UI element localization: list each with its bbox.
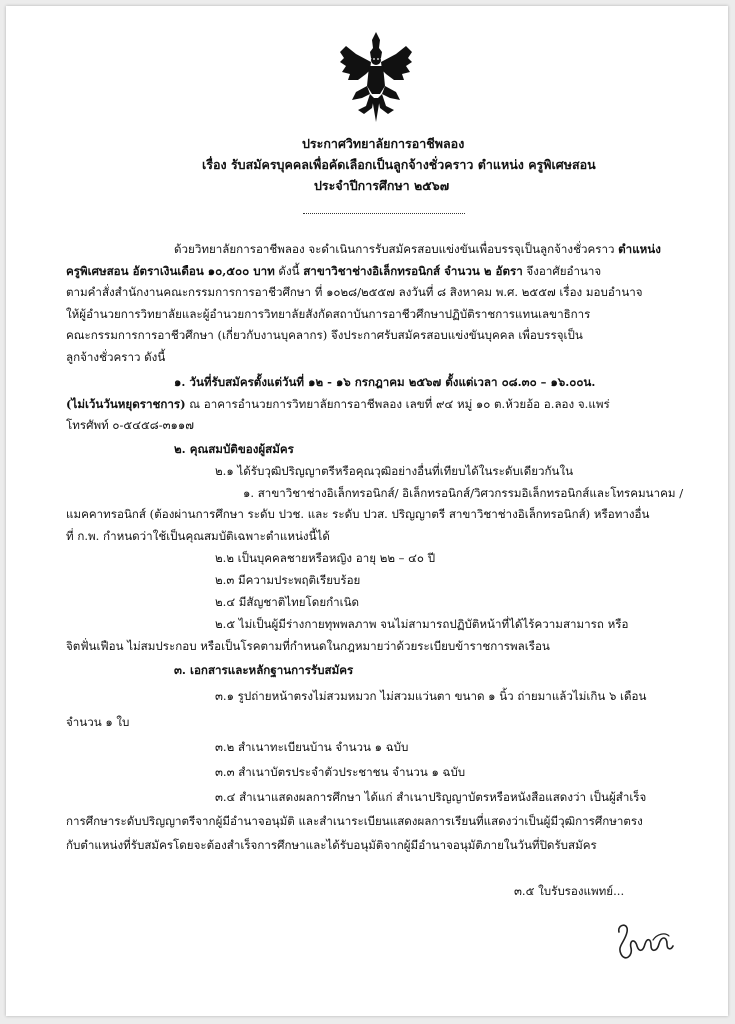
announcement-year: ประจำปีการศึกษา ๒๕๖๗	[314, 178, 450, 193]
intro-line-4: ให้ผู้อำนวยการวิทยาลัยและผู้อำนวยการวิทยาลัยสังกัดสถาบันการอาชีวศึกษาปฏิบัติราชการแทนเลขาธิการ	[66, 307, 591, 321]
item-2-1-a: ๑. สาขาวิชาช่างอิเล็กทรอนิกส์/ อิเล็กทรอนิกส์/วิศวกรรมอิเล็กทรอนิกส์และโทรคมนาคม /	[243, 486, 684, 500]
header-divider	[303, 213, 465, 214]
section-3-heading: ๓. เอกสารและหลักฐานการรับสมัคร	[174, 663, 354, 677]
item-2-4: ๒.๔ มีสัญชาติไทยโดยกำเนิด	[215, 595, 360, 609]
item-3-3: ๓.๓ สำเนาบัตรประจำตัวประชาชน จำนวน ๑ ฉบับ	[215, 765, 466, 779]
item-2-2: ๒.๒ เป็นบุคคลชายหรือหญิง อายุ ๒๒ – ๔๐ ปี	[215, 551, 436, 565]
continued-marker: ๓.๕ ใบรับรองแพทย์...	[514, 884, 625, 898]
item-2-1-b: แมคคาทรอนิกส์ (ต้องผ่านการศึกษา ระดับ ปวช. และ ระดับ ปวส. ปริญญาตรี สาขาวิชาช่างอิเล็กทรอนิกส์) หรือทางอื่น	[66, 507, 650, 521]
item-3-4-c: กับตำแหน่งที่รับสมัครโดยจะต้องสำเร็จการศึกษาและได้รับอนุมัติจากผู้มีอำนาจอนุมัติภายในวันที่ปิดรับสมัคร	[66, 838, 597, 852]
item-3-4-b: การศึกษาระดับปริญญาตรีจากผู้มีอำนาจอนุมัติ และสำเนาระเบียนแสดงผลการเรียนที่แสดงว่าเป็นผู้มีวุฒิการศึกษาตรง	[66, 814, 643, 828]
announcement-title: ประกาศวิทยาลัยการอาชีพลอง	[302, 136, 465, 151]
section-1-line-3: โทรศัพท์ ๐-๕๔๕๘-๓๑๑๗	[66, 418, 194, 432]
garuda-emblem	[336, 28, 416, 128]
item-2-1: ๒.๑ ได้รับวุฒิปริญญาตรีหรือคุณวุฒิอย่างอื่นที่เทียบได้ในระดับเดียวกันใน	[215, 464, 574, 478]
intro-line-3: ตามคำสั่งสำนักงานคณะกรรมการการอาชีวศึกษา ที่ ๑๐๒๘/๒๕๕๗ ลงวันที่ ๘ สิงหาคม พ.ศ. ๒๕๕๗ เรื่อง มอบอำนาจ	[66, 285, 643, 299]
item-3-4-a: ๓.๔ สำเนาแสดงผลการศึกษา ได้แก่ สำเนาปริญญาบัตรหรือหนังสือแสดงว่า เป็นผู้สำเร็จ	[215, 790, 647, 804]
intro-line-2: ครูพิเศษสอน อัตราเงินเดือน ๑๐,๕๐๐ บาท ดังนี้ สาขาวิชาช่างอิเล็กทรอนิกส์ จำนวน ๒ อัตรา จึงอาศัยอำนาจ	[66, 264, 602, 278]
item-3-1-a: ๓.๑ รูปถ่ายหน้าตรงไม่สวมหมวก ไม่สวมแว่นตา ขนาด ๑ นิ้ว ถ่ายมาแล้วไม่เกิน ๖ เดือน	[215, 689, 647, 703]
item-2-5-a: ๒.๕ ไม่เป็นผู้มีร่างกายทุพพลภาพ จนไม่สามารถปฏิบัติหน้าที่ได้ไร้ความสามารถ หรือ	[215, 617, 629, 631]
section-1-line-2: (ไม่เว้นวันหยุดราชการ) ณ อาคารอำนวยการวิทยาลัยการอาชีพลอง เลขที่ ๙๔ หมู่ ๑๐ ต.ห้วยอ้อ อ.ลอง จ.แพร่	[66, 397, 610, 411]
intro-line-5: คณะกรรมการการอาชีวศึกษา (เกี่ยวกับงานบุคลากร) จึงประกาศรับสมัครสอบแข่งขันบุคคล เพื่อบรรจุเป็น	[66, 328, 583, 342]
section-1-line-1: ๑. วันที่รับสมัครตั้งแต่วันที่ ๑๒ - ๑๖ กรกฎาคม ๒๕๖๗ ตั้งแต่เวลา ๐๘.๓๐ – ๑๖.๐๐น.	[174, 375, 596, 389]
item-2-1-c: ที่ ก.พ. กำหนดว่าใช้เป็นคุณสมบัติเฉพาะตำแหน่งนี้ได้	[66, 529, 330, 543]
document-page	[6, 6, 728, 1016]
intro-line-1: ด้วยวิทยาลัยการอาชีพลอง จะดำเนินการรับสมัครสอบแข่งขันเพื่อบรรจุเป็นลูกจ้างชั่วคราว ตำแหน่ง	[174, 242, 661, 256]
item-3-1-b: จำนวน ๑ ใบ	[66, 715, 130, 729]
intro-line-6: ลูกจ้างชั่วคราว ดังนี้	[66, 350, 166, 364]
signature	[613, 918, 675, 966]
announcement-subject: เรื่อง รับสมัครบุคคลเพื่อคัดเลือกเป็นลูกจ้างชั่วคราว ตำแหน่ง ครูพิเศษสอน	[202, 157, 596, 172]
section-2-heading: ๒. คุณสมบัติของผู้สมัคร	[174, 442, 294, 456]
item-2-5-b: จิตฟั่นเฟือน ไม่สมประกอบ หรือเป็นโรคตามที่กำหนดในกฎหมายว่าด้วยระเบียบข้าราชการพลเรือน	[66, 639, 550, 653]
item-2-3: ๒.๓ มีความประพฤติเรียบร้อย	[215, 573, 361, 587]
item-3-2: ๓.๒ สำเนาทะเบียนบ้าน จำนวน ๑ ฉบับ	[215, 740, 409, 754]
